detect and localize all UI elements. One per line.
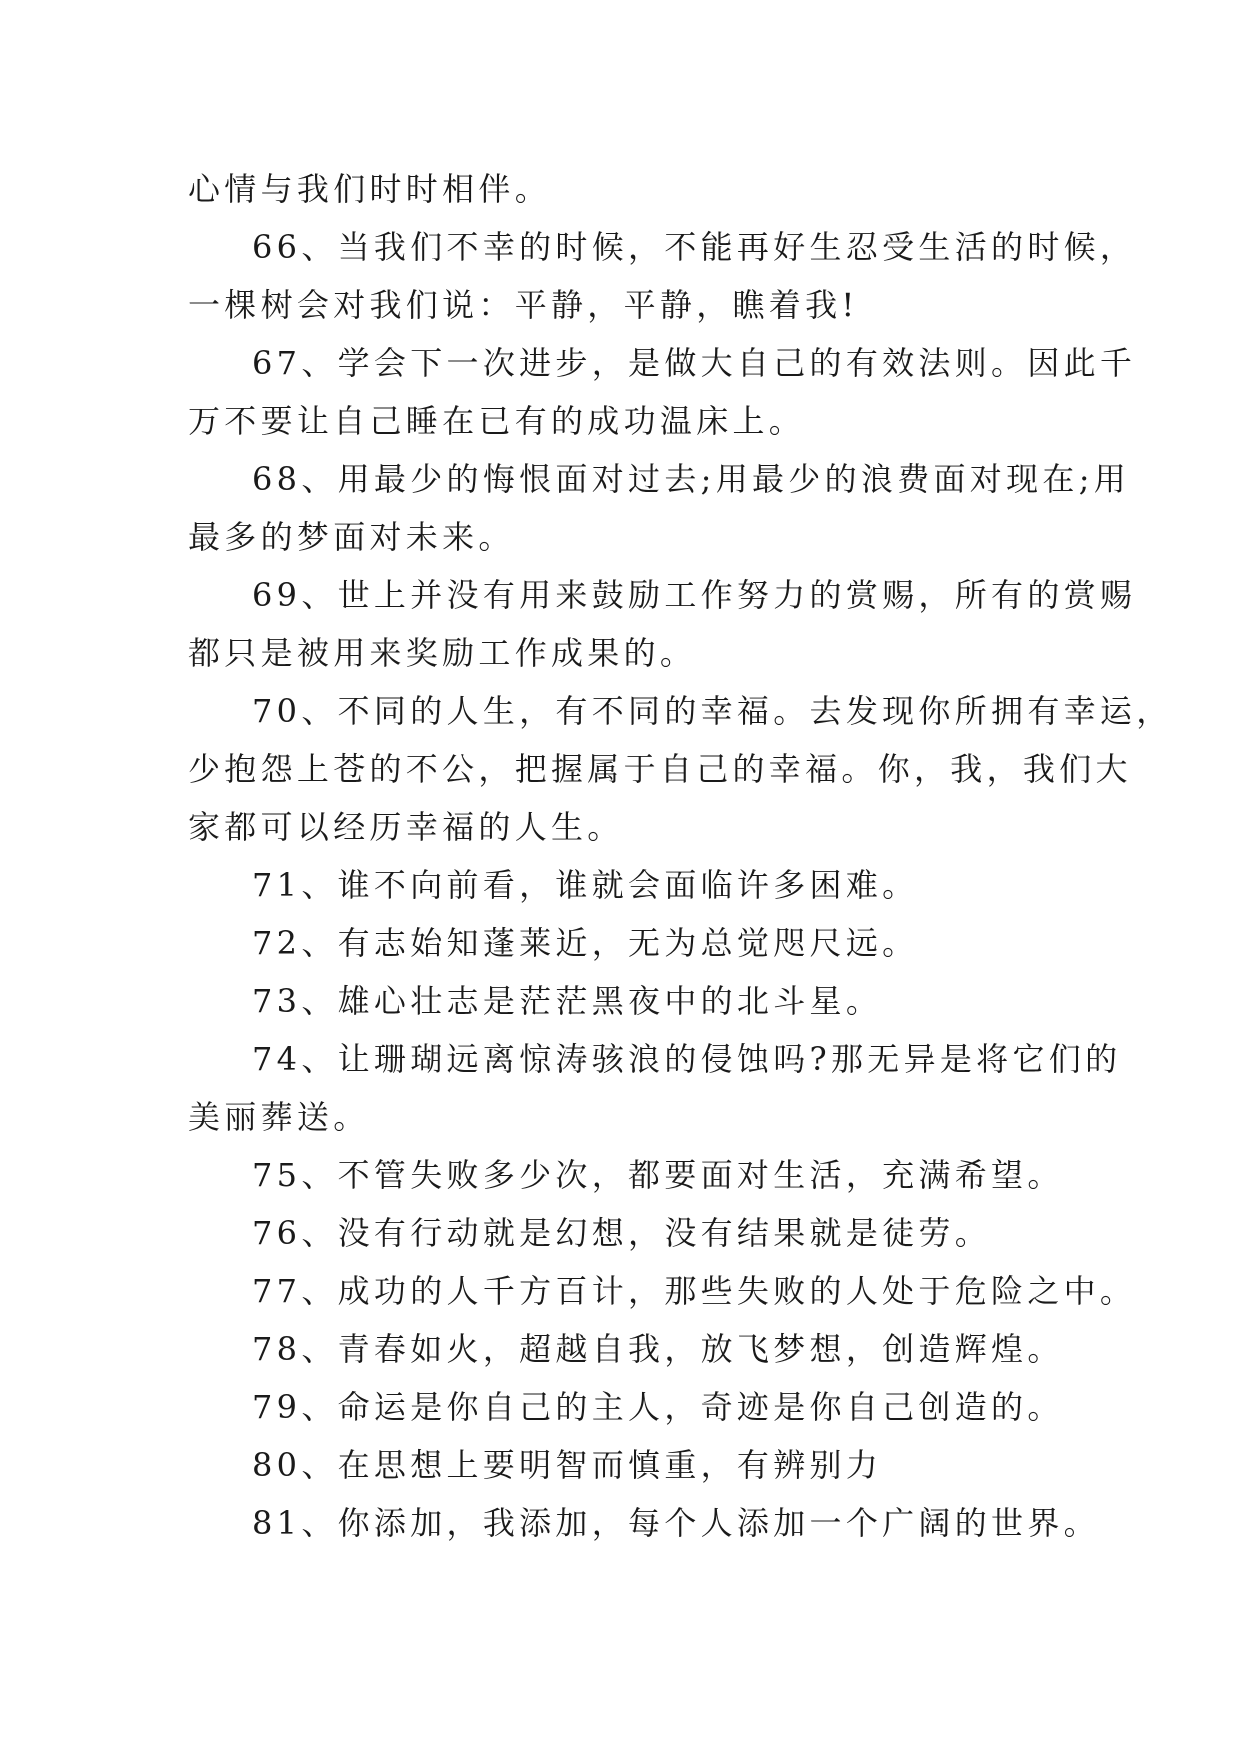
text-line-18: 75、不管失败多少次，都要面对生活，充满希望。 bbox=[252, 1156, 1064, 1194]
text-line-11: 少抱怨上苍的不公，把握属于自己的幸福。你，我，我们大 bbox=[188, 750, 1132, 788]
text-line-16: 74、让珊瑚远离惊涛骇浪的侵蚀吗?那无异是将它们的 bbox=[252, 1040, 1122, 1078]
text-line-6: 68、用最少的悔恨面对过去;用最少的浪费面对现在;用 bbox=[252, 460, 1131, 498]
text-line-17: 美丽葬送。 bbox=[188, 1098, 370, 1136]
text-line-2: 66、当我们不幸的时候，不能再好生忍受生活的时候， bbox=[252, 228, 1137, 266]
text-line-8: 69、世上并没有用来鼓励工作努力的赏赐，所有的赏赐 bbox=[252, 576, 1137, 614]
text-line-5: 万不要让自己睡在已有的成功温床上。 bbox=[188, 402, 806, 440]
text-line-21: 78、青春如火，超越自我，放飞梦想，创造辉煌。 bbox=[252, 1330, 1064, 1368]
text-line-9: 都只是被用来奖励工作成果的。 bbox=[188, 634, 697, 672]
text-line-4: 67、学会下一次进步，是做大自己的有效法则。因此千 bbox=[252, 344, 1137, 382]
text-line-3: 一棵树会对我们说：平静，平静，瞧着我! bbox=[188, 286, 859, 324]
text-line-19: 76、没有行动就是幻想，没有结果就是徒劳。 bbox=[252, 1214, 992, 1252]
text-line-14: 72、有志始知蓬莱近，无为总觉咫尺远。 bbox=[252, 924, 919, 962]
text-line-24: 81、你添加，我添加，每个人添加一个广阔的世界。 bbox=[252, 1504, 1100, 1542]
text-line-1: 心情与我们时时相伴。 bbox=[188, 170, 552, 208]
text-line-12: 家都可以经历幸福的人生。 bbox=[188, 808, 624, 846]
text-line-20: 77、成功的人千方百计，那些失败的人处于危险之中。 bbox=[252, 1272, 1137, 1310]
text-line-15: 73、雄心壮志是茫茫黑夜中的北斗星。 bbox=[252, 982, 883, 1020]
text-line-13: 71、谁不向前看，谁就会面临许多困难。 bbox=[252, 866, 919, 904]
text-line-10: 70、不同的人生，有不同的幸福。去发现你所拥有幸运， bbox=[252, 692, 1173, 730]
text-line-23: 80、在思想上要明智而慎重，有辨别力 bbox=[252, 1446, 883, 1484]
text-line-7: 最多的梦面对未来。 bbox=[188, 518, 515, 556]
document-body bbox=[188, 160, 1173, 1552]
text-line-22: 79、命运是你自己的主人，奇迹是你自己创造的。 bbox=[252, 1388, 1064, 1426]
